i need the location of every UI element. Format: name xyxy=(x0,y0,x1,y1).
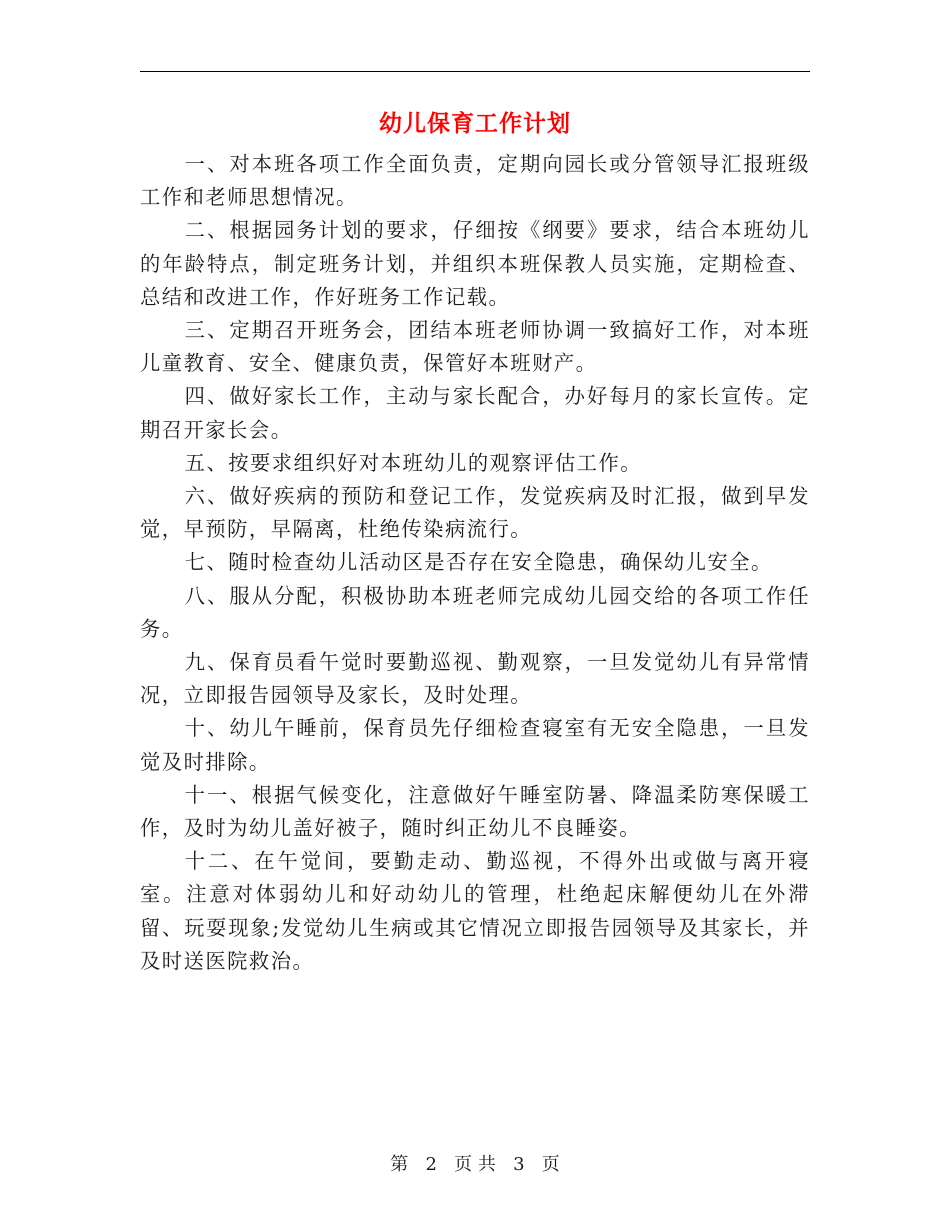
footer-current-page: 2 xyxy=(425,1154,437,1175)
footer-suffix: 页 xyxy=(541,1154,560,1175)
footer-middle: 页 共 xyxy=(454,1154,496,1175)
paragraph-11: 十一、根据气候变化，注意做好午睡室防暑、降温柔防寒保暖工作，及时为幼儿盖好被子，随时纠正幼儿不良睡姿。 xyxy=(140,782,810,841)
paragraph-5: 五、按要求组织好对本班幼儿的观察评估工作。 xyxy=(184,450,643,475)
paragraph-12: 十二、在午觉间，要勤走动、勤巡视，不得外出或做与离开寝室。注意对体弱幼儿和好动幼儿的管理，杜绝起床解便幼儿在外滞留、玩耍现象;发觉幼儿生病或其它情况立即报告园领导及其家长，并及时送医院救治。 xyxy=(140,849,810,973)
paragraph-4: 四、做好家长工作，主动与家长配合，办好每月的家长宣传。定期召开家长会。 xyxy=(140,384,810,442)
page-footer xyxy=(0,1153,950,1177)
header-rule xyxy=(140,71,810,72)
paragraph-6: 六、做好疾病的预防和登记工作，发觉疾病及时汇报，做到早发觉，早预防，早隔离，杜绝传染病流行。 xyxy=(140,484,810,542)
paragraph-7: 七、随时检查幼儿活动区是否存在安全隐患，确保幼儿安全。 xyxy=(184,550,773,575)
document-body xyxy=(140,148,810,978)
paragraph-2: 二、根据园务计划的要求，仔细按《纲要》要求，结合本班幼儿的年龄特点，制定班务计划，并组织本班保教人员实施，定期检查、总结和改进工作，作好班务工作记载。 xyxy=(140,218,810,309)
footer-prefix: 第 xyxy=(390,1154,409,1175)
paragraph-9: 九、保育员看午觉时要勤巡视、勤观察，一旦发觉幼儿有异常情况，立即报告园领导及家长，及时处理。 xyxy=(140,650,810,708)
paragraph-10: 十、幼儿午睡前，保育员先仔细检查寝室有无安全隐患，一旦发觉及时排除。 xyxy=(140,716,810,774)
paragraph-1: 一、对本班各项工作全面负责，定期向园长或分管领导汇报班级工作和老师思想情况。 xyxy=(140,152,810,210)
paragraph-8: 八、服从分配，积极协助本班老师完成幼儿园交给的各项工作任务。 xyxy=(140,583,810,641)
document-title: 幼儿保育工作计划 xyxy=(379,110,571,137)
paragraph-3: 三、定期召开班务会，团结本班老师协调一致搞好工作，对本班儿童教育、安全、健康负责，保管好本班财产。 xyxy=(140,318,810,376)
footer-total-pages: 3 xyxy=(513,1154,525,1175)
